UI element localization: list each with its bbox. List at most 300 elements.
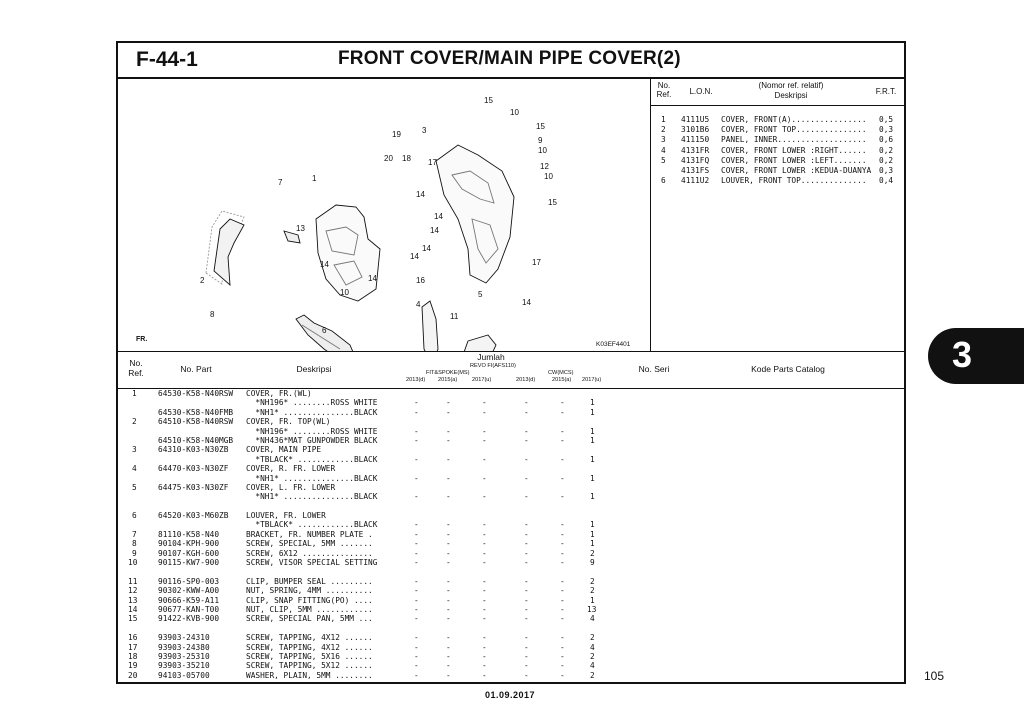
callout-12: 12: [540, 162, 549, 171]
parts-cell-qty: 1: [590, 454, 595, 464]
parts-cell-qty: -: [560, 595, 565, 605]
parts-cell-qty: -: [560, 473, 565, 483]
parts-cell-qty: -: [560, 407, 565, 417]
parts-cell-qty: -: [446, 586, 451, 596]
parts-cell-qty: -: [482, 633, 487, 643]
callout-1: 1: [312, 174, 317, 183]
parts-cell-desc: COVER, MAIN PIPE: [246, 445, 322, 455]
catalog-page-frame: [116, 41, 906, 684]
parts-cell-qty: -: [560, 661, 565, 671]
parts-cell-qty: 9: [590, 558, 595, 568]
parts-cell-ref: 13: [128, 595, 138, 605]
parts-cell-qty: 2: [590, 576, 595, 586]
parts-cell-qty: -: [414, 426, 419, 436]
parts-cell-qty: -: [446, 558, 451, 568]
parts-cell-qty: -: [482, 529, 487, 539]
parts-cell-desc: *NH196* ........ROSS WHITE: [246, 398, 378, 408]
parts-cell-qty: -: [560, 670, 565, 680]
parts-cell-qty: -: [482, 398, 487, 408]
page-number: 105: [924, 669, 945, 683]
parts-cell-qty: -: [414, 454, 419, 464]
callout-13: 13: [296, 224, 305, 233]
part-1-front-cover: [316, 205, 380, 301]
parts-cell-qty: -: [446, 595, 451, 605]
parts-cell-desc: SCREW, SPECIAL, 5MM .......: [246, 539, 373, 549]
parts-cell-desc: SCREW, TAPPING, 5X12 ......: [246, 661, 373, 671]
parts-cell-ref: 3: [132, 445, 137, 455]
parts-cell-part: 94103-05700: [158, 670, 210, 680]
parts-cell-qty: -: [414, 633, 419, 643]
parts-cell-qty: -: [524, 539, 529, 549]
parts-cell-qty: -: [414, 576, 419, 586]
parts-cell-qty: 1: [590, 398, 595, 408]
parts-cell-qty: -: [560, 492, 565, 502]
parts-cell-qty: -: [524, 604, 529, 614]
parts-cell-part: 93903-25310: [158, 651, 210, 661]
parts-cell-qty: -: [524, 670, 529, 680]
parts-cell-qty: -: [524, 454, 529, 464]
parts-cell-desc: NUT, CLIP, 5MM ............: [246, 604, 373, 614]
lon-header-desc-note: (Nomor ref. relatif): [758, 81, 824, 90]
parts-cell-ref: 8: [132, 539, 137, 549]
lon-cell-ref: 5: [661, 155, 666, 165]
callout-8: 8: [210, 310, 215, 319]
parts-cell-qty: -: [482, 642, 487, 652]
parts-cell-qty: 1: [590, 426, 595, 436]
parts-cell-qty: -: [482, 426, 487, 436]
parts-cell-qty: 1: [590, 539, 595, 549]
parts-cell-qty: -: [446, 426, 451, 436]
parts-cell-desc: *NH436*MAT GUNPOWDER BLACK: [246, 435, 378, 445]
parts-cell-ref: 4: [132, 464, 137, 474]
lon-cell-ref: 3: [661, 135, 666, 145]
parts-cell-qty: -: [560, 651, 565, 661]
parts-cell-qty: 2: [590, 651, 595, 661]
parts-cell-qty: -: [482, 520, 487, 530]
parts-cell-part: 64530-K58-N40RSW: [158, 389, 234, 398]
page-header: [118, 43, 904, 79]
callout-15: 15: [484, 96, 493, 105]
parts-cell-part: 90666-K59-A11: [158, 595, 220, 605]
parts-cell-qty: -: [414, 492, 419, 502]
parts-cell-ref: 6: [132, 511, 137, 521]
callout-14: 14: [410, 252, 419, 261]
callout-10: 10: [340, 288, 349, 297]
parts-cell-qty: 1: [590, 529, 595, 539]
parts-cell-part: 64475-K03-N30ZF: [158, 482, 229, 492]
parts-header-fit: FIT&SPOKE(MS): [426, 370, 470, 376]
parts-cell-qty: -: [446, 642, 451, 652]
parts-cell-ref: 16: [128, 633, 138, 643]
parts-cell-qty: -: [482, 661, 487, 671]
callout-10: 10: [544, 172, 553, 181]
parts-cell-qty: -: [560, 576, 565, 586]
parts-cell-qty: -: [414, 529, 419, 539]
parts-cell-qty: -: [560, 398, 565, 408]
parts-cell-qty: -: [560, 633, 565, 643]
parts-cell-desc: *TBLACK* ............BLACK: [246, 454, 378, 464]
parts-cell-qty: -: [482, 595, 487, 605]
parts-cell-desc: WASHER, PLAIN, 5MM ........: [246, 670, 373, 680]
parts-cell-qty: -: [560, 604, 565, 614]
parts-cell-qty: 13: [587, 604, 597, 614]
parts-cell-qty: -: [414, 520, 419, 530]
parts-cell-qty: -: [524, 548, 529, 558]
parts-cell-qty: -: [524, 595, 529, 605]
parts-cell-qty: -: [482, 435, 487, 445]
parts-cell-qty: -: [524, 520, 529, 530]
parts-cell-qty: -: [414, 651, 419, 661]
parts-cell-qty: -: [524, 529, 529, 539]
callout-10: 10: [538, 146, 547, 155]
parts-cell-qty: -: [446, 651, 451, 661]
parts-cell-part: 91422-KVB-900: [158, 614, 220, 624]
parts-header-part: No. Part: [180, 364, 212, 374]
parts-cell-ref: 20: [128, 670, 138, 680]
diagram-reference-code: K03EF4401: [596, 341, 631, 348]
callout-17: 17: [532, 258, 541, 267]
parts-cell-qty: -: [560, 586, 565, 596]
parts-cell-desc: NUT, SPRING, 4MM ..........: [246, 586, 373, 596]
parts-cell-qty: -: [414, 548, 419, 558]
lon-cell-lon: 4111U2: [681, 176, 710, 186]
parts-header-revo: REVO FI(AFS110): [470, 363, 516, 369]
parts-cell-ref: 18: [128, 651, 138, 661]
parts-cell-part: 64510-K58-N40RSW: [158, 417, 234, 427]
part-3-inner-panel: [436, 145, 514, 283]
parts-cell-desc: COVER, L. FR. LOWER: [246, 482, 336, 492]
callout-14: 14: [320, 260, 329, 269]
parts-cell-qty: -: [482, 548, 487, 558]
parts-cell-qty: -: [414, 473, 419, 483]
section-tab: [928, 328, 1024, 384]
parts-cell-qty: -: [414, 398, 419, 408]
parts-cell-ref: 2: [132, 417, 137, 427]
parts-cell-part: 64520-K03-M60ZB: [158, 511, 229, 521]
parts-cell-qty: -: [560, 614, 565, 624]
parts-cell-qty: -: [414, 614, 419, 624]
lon-cell-frt: 0,4: [879, 176, 894, 186]
parts-cell-qty: -: [524, 558, 529, 568]
parts-cell-qty: -: [446, 633, 451, 643]
parts-cell-qty: -: [560, 548, 565, 558]
parts-cell-part: 64530-K58-N40FMB: [158, 407, 234, 417]
callout-7: 7: [278, 178, 283, 187]
print-date: 01.09.2017: [485, 690, 536, 700]
parts-cell-qty: 4: [590, 614, 595, 624]
exploded-diagram: [118, 79, 651, 351]
callout-3: 3: [422, 126, 427, 135]
callout-6: 6: [322, 326, 327, 335]
parts-header-seri: No. Seri: [638, 364, 670, 374]
parts-cell-part: 64510-K58-N40MGB: [158, 435, 234, 445]
parts-cell-qty: -: [446, 670, 451, 680]
callout-14: 14: [416, 190, 425, 199]
lon-cell-lon: 4131FS: [681, 165, 710, 175]
lon-cell-lon: 4131FR: [681, 145, 710, 155]
parts-cell-qty: -: [446, 539, 451, 549]
parts-header-desc: Deskripsi: [296, 364, 332, 374]
parts-cell-qty: -: [446, 548, 451, 558]
parts-cell-qty: 4: [590, 642, 595, 652]
parts-cell-qty: -: [482, 407, 487, 417]
parts-cell-ref: 12: [128, 586, 138, 596]
lon-cell-desc: COVER, FRONT LOWER :KEDUA-DUANYA: [721, 165, 872, 175]
callout-14: 14: [434, 212, 443, 221]
year-header-6: 2017(u): [582, 377, 602, 383]
parts-cell-qty: -: [482, 586, 487, 596]
parts-cell-qty: -: [414, 670, 419, 680]
parts-cell-qty: -: [446, 614, 451, 624]
parts-cell-ref: 9: [132, 548, 137, 558]
parts-cell-desc: COVER, R. FR. LOWER: [246, 464, 336, 474]
parts-cell-part: 64310-K03-N30ZB: [158, 445, 229, 455]
parts-cell-ref: 14: [128, 604, 138, 614]
part-5-lower-left-cover: [458, 335, 496, 351]
parts-cell-qty: -: [482, 576, 487, 586]
parts-cell-qty: -: [524, 576, 529, 586]
parts-cell-qty: 2: [590, 586, 595, 596]
parts-cell-ref: 11: [128, 576, 138, 586]
lon-cell-ref: 2: [661, 125, 666, 135]
year-header-1: 2013(d): [406, 377, 426, 383]
callout-9: 9: [538, 136, 543, 145]
lon-cell-frt: 0,5: [879, 115, 894, 124]
parts-cell-qty: -: [560, 558, 565, 568]
lon-cell-frt: 0,3: [879, 165, 894, 175]
callout-19: 19: [392, 130, 401, 139]
lon-cell-frt: 0,2: [879, 155, 894, 165]
parts-cell-qty: -: [524, 426, 529, 436]
parts-cell-qty: -: [446, 473, 451, 483]
parts-cell-qty: -: [482, 670, 487, 680]
parts-cell-qty: -: [446, 398, 451, 408]
parts-cell-qty: -: [524, 586, 529, 596]
parts-cell-desc: SCREW, SPECIAL PAN, 5MM ...: [246, 614, 373, 624]
parts-cell-qty: -: [560, 520, 565, 530]
parts-cell-part: 93903-35210: [158, 661, 210, 671]
parts-cell-qty: -: [414, 407, 419, 417]
parts-cell-ref: 7: [132, 529, 137, 539]
lon-cell-lon: 4111U5: [681, 115, 710, 124]
parts-cell-qty: 2: [590, 670, 595, 680]
parts-cell-part: 90116-SP0-003: [158, 576, 220, 586]
parts-cell-qty: 1: [590, 407, 595, 417]
parts-cell-ref: 5: [132, 482, 137, 492]
parts-cell-qty: -: [414, 604, 419, 614]
parts-cell-qty: -: [446, 576, 451, 586]
lon-header-desc: Deskripsi: [774, 91, 808, 100]
parts-cell-qty: -: [446, 604, 451, 614]
parts-cell-part: 90104-KPH-900: [158, 539, 220, 549]
callout-10: 10: [510, 108, 519, 117]
parts-cell-qty: -: [446, 435, 451, 445]
year-header-4: 2013(d): [516, 377, 536, 383]
year-header-3: 2017(u): [472, 377, 492, 383]
parts-cell-desc: SCREW, TAPPING, 4X12 ......: [246, 633, 373, 643]
parts-cell-desc: LOUVER, FR. LOWER: [246, 511, 326, 521]
parts-cell-qty: -: [482, 604, 487, 614]
parts-header-cw: CW(MCS): [548, 370, 574, 376]
parts-cell-qty: -: [482, 651, 487, 661]
parts-cell-desc: SCREW, TAPPING, 5X16 ......: [246, 651, 373, 661]
callout-15: 15: [536, 122, 545, 131]
parts-cell-qty: -: [446, 520, 451, 530]
lon-cell-desc: PANEL, INNER...................: [721, 135, 867, 145]
parts-cell-qty: -: [524, 614, 529, 624]
direction-label: FR.: [136, 336, 148, 343]
parts-cell-qty: -: [414, 595, 419, 605]
figure-code: F-44-1: [136, 48, 198, 71]
callout-2: 2: [200, 276, 205, 285]
parts-cell-qty: -: [560, 539, 565, 549]
parts-cell-qty: -: [446, 529, 451, 539]
parts-cell-part: 81110-K58-N40: [158, 529, 220, 539]
parts-cell-qty: -: [560, 529, 565, 539]
parts-cell-qty: 1: [590, 473, 595, 483]
lon-cell-lon: 4131FQ: [681, 155, 710, 165]
callout-14: 14: [422, 244, 431, 253]
parts-cell-qty: -: [414, 661, 419, 671]
parts-cell-qty: -: [446, 661, 451, 671]
parts-cell-qty: 2: [590, 548, 595, 558]
parts-cell-qty: -: [414, 586, 419, 596]
lon-cell-desc: COVER, FRONT TOP...............: [721, 125, 867, 135]
parts-cell-qty: 1: [590, 435, 595, 445]
parts-cell-qty: -: [524, 661, 529, 671]
lon-header-divider: [651, 105, 904, 106]
parts-cell-part: 90302-KWW-A00: [158, 586, 220, 596]
parts-cell-qty: -: [524, 407, 529, 417]
parts-cell-qty: -: [560, 454, 565, 464]
parts-cell-desc: *NH1* ...............BLACK: [246, 473, 378, 483]
parts-cell-qty: -: [446, 454, 451, 464]
parts-cell-qty: -: [482, 492, 487, 502]
lon-header-ref: No. Ref.: [656, 81, 672, 99]
callout-14: 14: [368, 274, 377, 283]
parts-cell-qty: -: [482, 558, 487, 568]
parts-cell-desc: CLIP, BUMPER SEAL .........: [246, 576, 373, 586]
parts-cell-qty: -: [482, 473, 487, 483]
lon-cell-desc: LOUVER, FRONT TOP..............: [721, 176, 867, 186]
parts-cell-ref: 19: [128, 661, 138, 671]
parts-cell-desc: SCREW, 6X12 ...............: [246, 548, 373, 558]
parts-cell-qty: 4: [590, 661, 595, 671]
parts-cell-qty: -: [560, 435, 565, 445]
parts-cell-desc: CLIP, SNAP FITTING(PO) ....: [246, 595, 373, 605]
parts-header-ref: No. Ref.: [128, 358, 144, 378]
parts-cell-qty: 1: [590, 492, 595, 502]
parts-cell-qty: -: [524, 398, 529, 408]
parts-cell-qty: 1: [590, 520, 595, 530]
exploded-parts-drawing: [118, 79, 650, 351]
callout-16: 16: [416, 276, 425, 285]
parts-cell-qty: -: [414, 642, 419, 652]
parts-cell-ref: 17: [128, 642, 138, 652]
lon-cell-frt: 0,3: [879, 125, 894, 135]
part-4-lower-right-cover: [422, 301, 438, 351]
parts-header-kode: Kode Parts Catalog: [751, 364, 825, 374]
callout-15: 15: [548, 198, 557, 207]
parts-cell-qty: -: [446, 407, 451, 417]
parts-cell-desc: COVER, FR.(WL): [246, 389, 312, 398]
parts-cell-qty: -: [524, 492, 529, 502]
lon-cell-ref: 4: [661, 145, 666, 155]
parts-cell-desc: *NH196* ........ROSS WHITE: [246, 426, 378, 436]
lon-cell-desc: COVER, FRONT(A)................: [721, 115, 867, 124]
parts-cell-desc: *NH1* ...............BLACK: [246, 492, 378, 502]
parts-cell-qty: -: [482, 454, 487, 464]
parts-table-header: [118, 351, 904, 389]
parts-cell-qty: -: [524, 633, 529, 643]
parts-cell-desc: BRACKET, FR. NUMBER PLATE .: [246, 529, 373, 539]
parts-cell-part: 90107-KGH-600: [158, 548, 220, 558]
lon-cell-desc: COVER, FRONT LOWER :RIGHT......: [721, 145, 867, 155]
callout-11: 11: [450, 312, 459, 321]
parts-cell-qty: -: [524, 651, 529, 661]
lon-cell-frt: 0,2: [879, 145, 894, 155]
lon-header-lon: L.O.N.: [689, 87, 713, 96]
parts-header-jumlah: Jumlah: [477, 352, 505, 362]
figure-title: FRONT COVER/MAIN PIPE COVER(2): [338, 48, 681, 69]
parts-cell-qty: -: [524, 473, 529, 483]
lon-cell-ref: 6: [661, 176, 666, 186]
lon-cell-desc: COVER, FRONT LOWER :LEFT.......: [721, 155, 867, 165]
callout-14: 14: [522, 298, 531, 307]
parts-cell-ref: 1: [132, 389, 137, 398]
parts-cell-qty: -: [414, 539, 419, 549]
section-number: 3: [952, 334, 973, 375]
parts-cell-ref: 15: [128, 614, 138, 624]
parts-cell-desc: SCREW, VISOR SPECIAL SETTING: [246, 558, 378, 568]
parts-cell-qty: 1: [590, 595, 595, 605]
parts-cell-qty: -: [482, 539, 487, 549]
parts-cell-desc: COVER, FR. TOP(WL): [246, 417, 331, 427]
parts-cell-qty: -: [524, 435, 529, 445]
parts-cell-part: 90677-KAN-T00: [158, 604, 220, 614]
year-header-2: 2015(a): [438, 377, 458, 383]
parts-cell-desc: *NH1* ...............BLACK: [246, 407, 378, 417]
lon-header-frt: F.R.T.: [875, 87, 897, 96]
lon-table: [651, 79, 904, 351]
parts-cell-desc: SCREW, TAPPING, 4X12 ......: [246, 642, 373, 652]
year-header-5: 2015(a): [552, 377, 572, 383]
callout-20: 20: [384, 154, 393, 163]
parts-cell-qty: -: [524, 642, 529, 652]
parts-cell-part: 90115-KW7-900: [158, 558, 220, 568]
lon-cell-ref: 1: [661, 115, 666, 124]
parts-cell-qty: -: [414, 558, 419, 568]
parts-cell-desc: *TBLACK* ............BLACK: [246, 520, 378, 530]
parts-cell-part: 93903-24310: [158, 633, 210, 643]
parts-cell-qty: -: [560, 642, 565, 652]
callout-17: 17: [428, 158, 437, 167]
callout-14: 14: [430, 226, 439, 235]
lon-cell-lon: 3101B6: [681, 125, 710, 135]
lon-cell-lon: 411150: [681, 135, 710, 145]
callout-4: 4: [416, 300, 421, 309]
parts-cell-part: 93903-24380: [158, 642, 210, 652]
parts-cell-qty: -: [414, 435, 419, 445]
part-2-front-top-cover: [206, 211, 244, 285]
parts-cell-qty: -: [482, 614, 487, 624]
parts-cell-ref: 10: [128, 558, 138, 568]
parts-cell-part: 64470-K03-N30ZF: [158, 464, 229, 474]
callout-5: 5: [478, 290, 483, 299]
parts-cell-qty: -: [446, 492, 451, 502]
parts-cell-qty: -: [560, 426, 565, 436]
parts-cell-qty: 2: [590, 633, 595, 643]
